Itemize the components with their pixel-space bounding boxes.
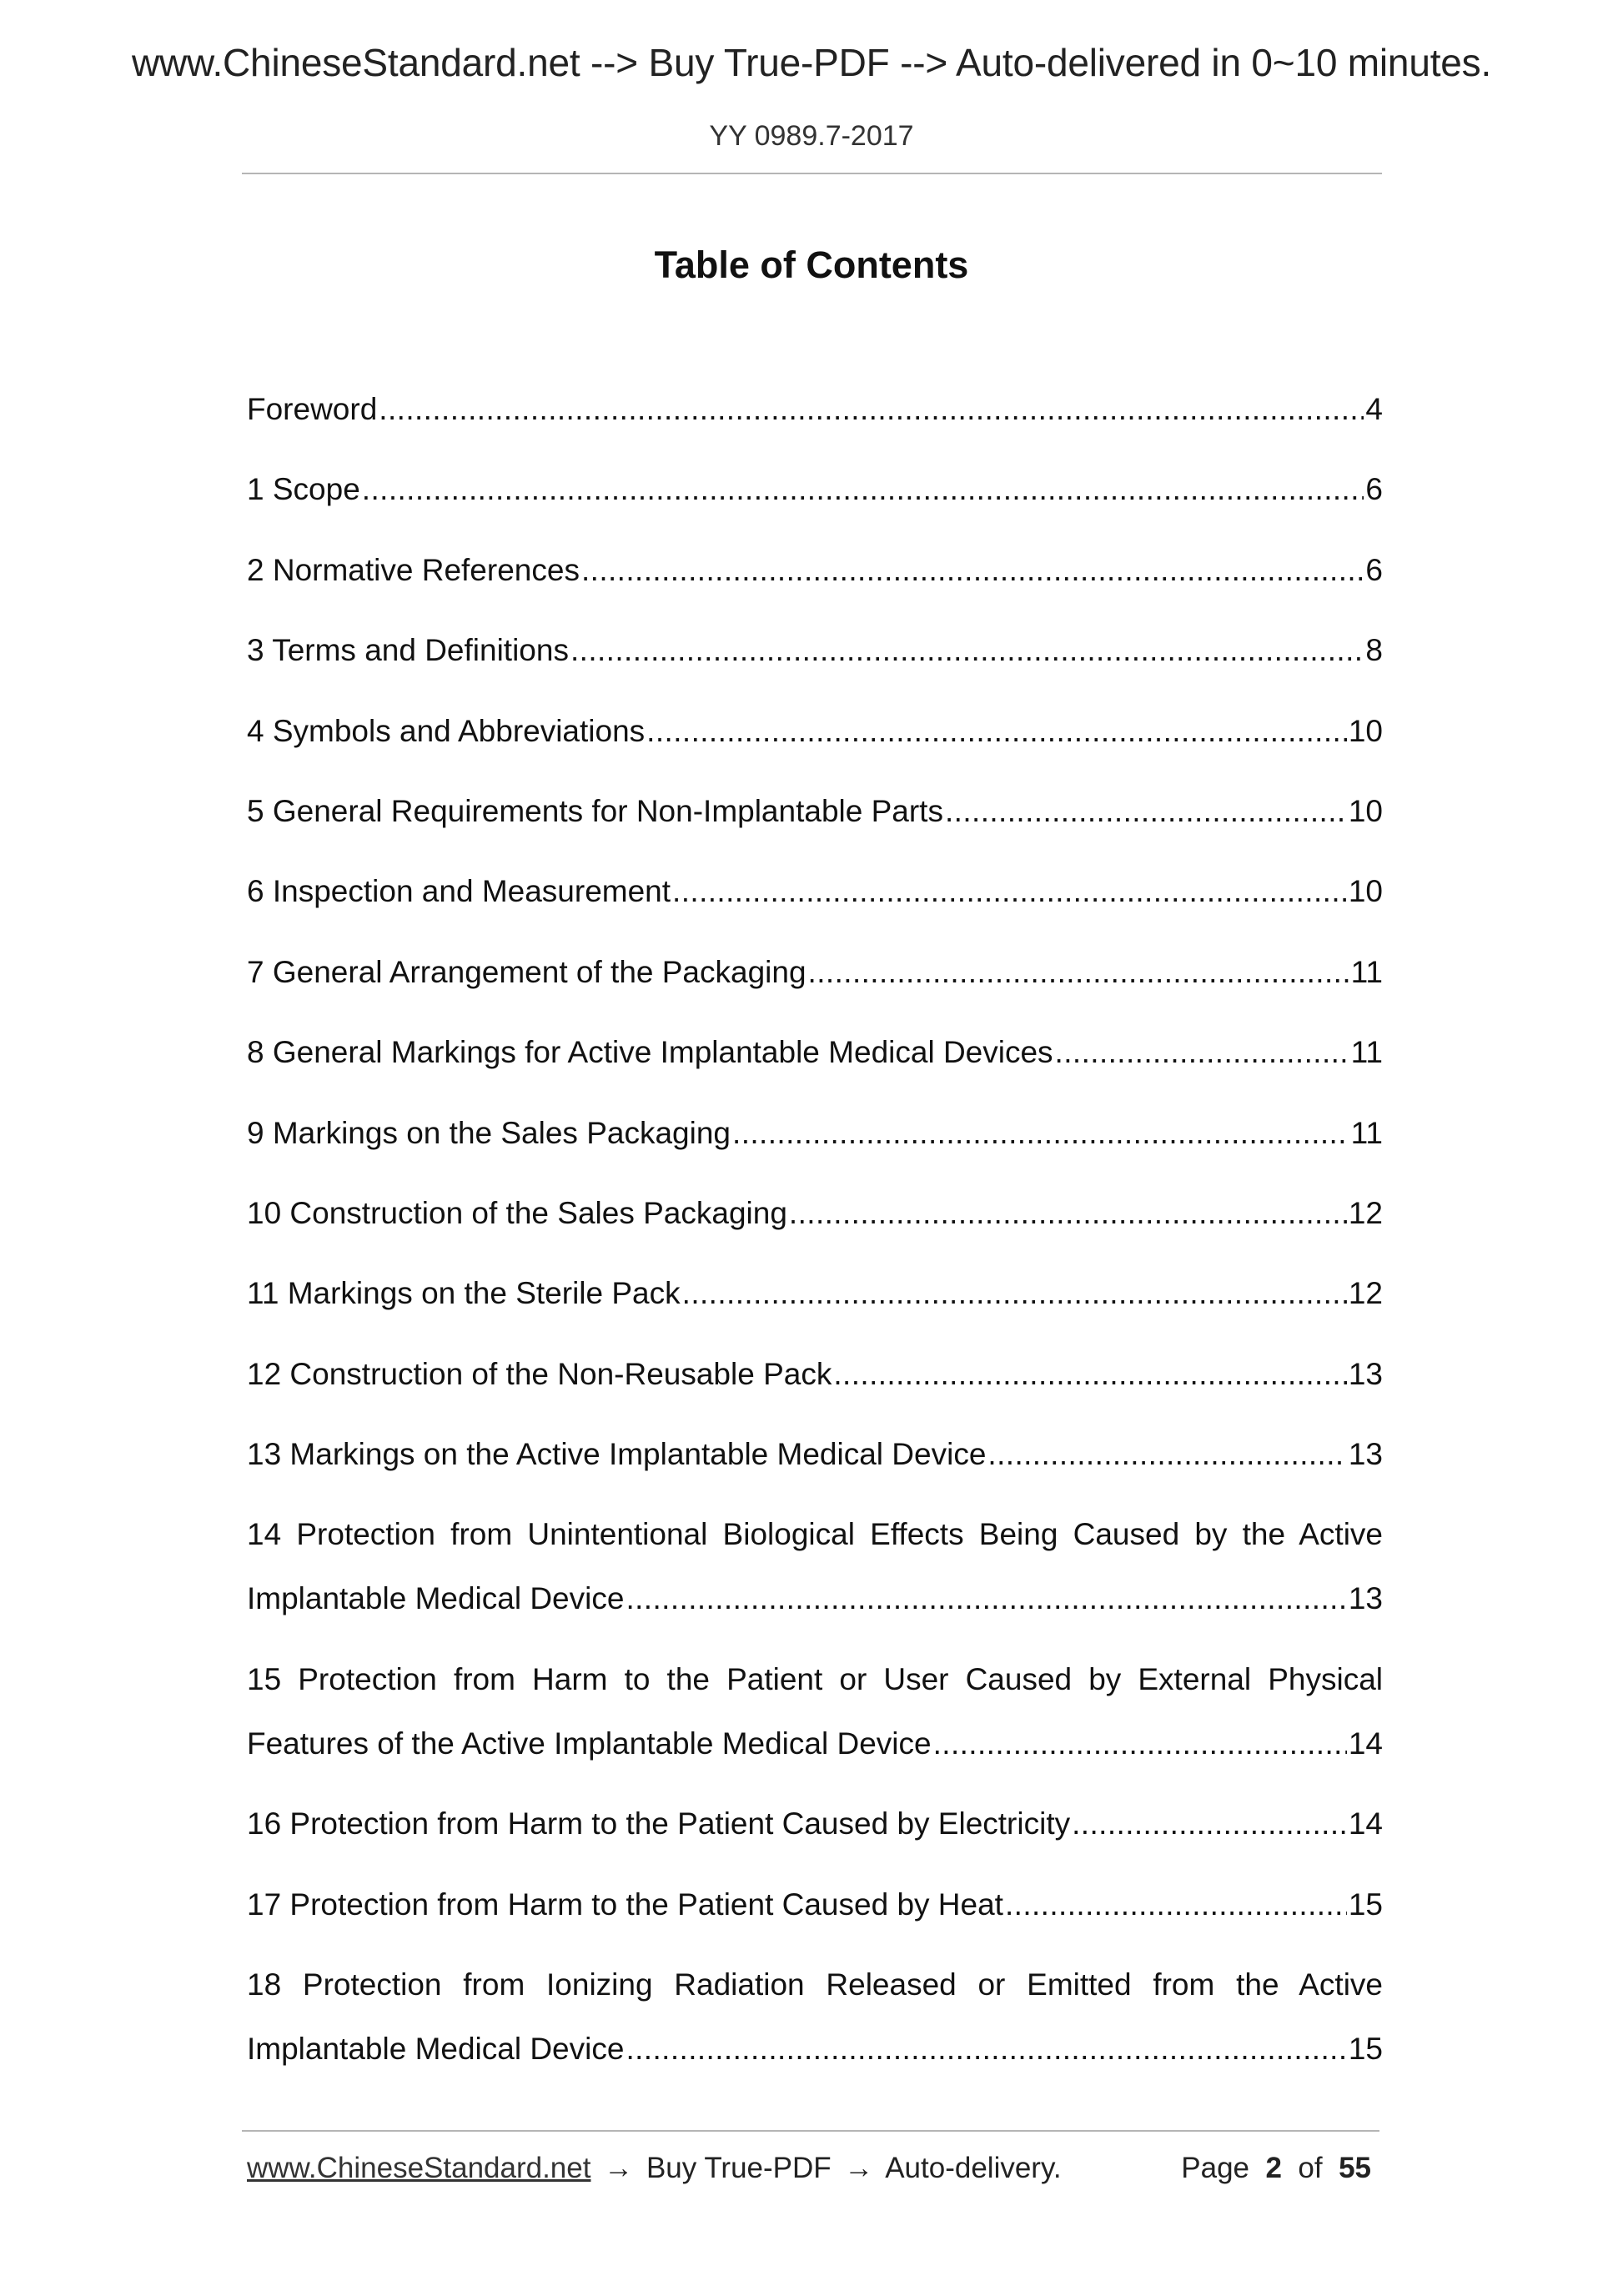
dot-leader <box>789 1181 1347 1245</box>
toc-entry-label: 12 Construction of the Non-Reusable Pack <box>247 1356 832 1391</box>
dot-leader <box>732 1101 1349 1165</box>
toc-entry-page: 15 <box>1348 1887 1383 1922</box>
toc-entry-1[interactable] <box>247 457 1383 521</box>
toc-entry-label-line1: 18 Protection from Ionizing Radiation Released or Emitted from the Active <box>247 1967 1383 2002</box>
toc-entry-label: Features of the Active Implantable Medical Device <box>247 1726 932 1761</box>
dot-leader <box>646 699 1347 763</box>
total-pages: 55 <box>1339 2152 1371 2184</box>
toc-entry-label: 10 Construction of the Sales Packaging <box>247 1195 787 1230</box>
dot-leader <box>672 859 1347 923</box>
toc-entry-page: 14 <box>1348 1726 1383 1761</box>
toc-entry-label: 17 Protection from Harm to the Patient Caused by Heat <box>247 1887 1003 1922</box>
arrow-right-icon: → <box>844 2152 874 2184</box>
toc-entry-page: 12 <box>1348 1195 1383 1230</box>
toc-entry-label-line1: 14 Protection from Unintentional Biological Effects Being Caused by the Active <box>247 1517 1383 1552</box>
toc-entry-page: 10 <box>1348 874 1383 909</box>
toc-entry-page: 10 <box>1348 713 1383 748</box>
toc-entry-2[interactable] <box>247 538 1383 602</box>
toc-entry-12[interactable] <box>247 1342 1383 1406</box>
toc-entry-10[interactable] <box>247 1181 1383 1245</box>
toc-entry-4[interactable] <box>247 699 1383 763</box>
toc-entry-7[interactable] <box>247 940 1383 1004</box>
document-id: YY 0989.7-2017 <box>709 120 914 152</box>
footer-buy-text: Buy True-PDF <box>646 2152 832 2184</box>
toc-entry-label: 3 Terms and Definitions <box>247 633 569 668</box>
dot-leader <box>682 1261 1347 1325</box>
dot-leader <box>379 377 1364 441</box>
footer-divider <box>242 2130 1379 2132</box>
current-page-number: 2 <box>1265 2152 1282 2184</box>
page-word: Page <box>1181 2152 1250 2184</box>
toc-entry-page: 13 <box>1348 1356 1383 1391</box>
toc-entry-label-line1: 15 Protection from Harm to the Patient or User Caused by External Physical <box>247 1661 1383 1696</box>
dot-leader <box>808 940 1349 1004</box>
toc-entry-label: Implantable Medical Device <box>247 1581 625 1616</box>
toc-entry-page: 11 <box>1350 954 1383 989</box>
toc-entry-label: 6 Inspection and Measurement <box>247 874 671 909</box>
dot-leader <box>626 1566 1346 1630</box>
dot-leader <box>1072 1791 1347 1856</box>
toc-entry-page: 14 <box>1348 1806 1383 1841</box>
toc-entry-foreword[interactable] <box>247 377 1383 441</box>
toc-entry-page: 10 <box>1348 793 1383 828</box>
table-of-contents <box>247 377 1383 2097</box>
toc-entry-18[interactable] <box>247 1952 1383 2081</box>
dot-leader <box>987 1422 1346 1486</box>
toc-entry-label: Foreword <box>247 392 378 426</box>
toc-entry-label: 7 General Arrangement of the Packaging <box>247 954 806 989</box>
dot-leader <box>362 457 1364 521</box>
toc-entry-label: 5 General Requirements for Non-Implantable Parts <box>247 793 943 828</box>
toc-entry-label: 13 Markings on the Active Implantable Medical Device <box>247 1437 987 1472</box>
of-word: of <box>1298 2152 1323 2184</box>
footer-site-link[interactable]: www.ChineseStandard.net <box>247 2152 591 2184</box>
toc-entry-8[interactable] <box>247 1020 1383 1084</box>
header-divider <box>242 173 1382 174</box>
toc-entry-label: 11 Markings on the Sterile Pack <box>247 1276 681 1311</box>
page-footer <box>247 2152 1381 2185</box>
toc-entry-label: 4 Symbols and Abbreviations <box>247 713 646 748</box>
dot-leader <box>1005 1872 1347 1937</box>
toc-entry-label: Implantable Medical Device <box>247 2032 625 2067</box>
dot-leader <box>933 1711 1347 1776</box>
page-indicator <box>1181 2152 1371 2185</box>
toc-entry-label: 8 General Markings for Active Implantable Medical Devices <box>247 1035 1053 1070</box>
toc-entry-page: 4 <box>1365 392 1383 426</box>
page-title: Table of Contents <box>654 244 969 286</box>
toc-entry-label: 9 Markings on the Sales Packaging <box>247 1115 731 1150</box>
dot-leader <box>945 779 1347 843</box>
toc-entry-page: 11 <box>1350 1115 1383 1150</box>
toc-entry-3[interactable] <box>247 618 1383 682</box>
toc-entry-page: 13 <box>1348 1581 1383 1616</box>
toc-entry-11[interactable] <box>247 1261 1383 1325</box>
toc-entry-page: 13 <box>1348 1437 1383 1472</box>
toc-entry-15[interactable] <box>247 1647 1383 1776</box>
toc-entry-9[interactable] <box>247 1101 1383 1165</box>
arrow-right-icon: → <box>604 2152 634 2184</box>
toc-entry-5[interactable] <box>247 779 1383 843</box>
toc-entry-label: 16 Protection from Harm to the Patient Caused by Electricity <box>247 1806 1071 1841</box>
toc-entry-page: 6 <box>1365 472 1383 507</box>
toc-entry-17[interactable] <box>247 1872 1383 1937</box>
toc-entry-13[interactable] <box>247 1422 1383 1486</box>
toc-entry-14[interactable] <box>247 1502 1383 1630</box>
toc-entry-page: 8 <box>1365 633 1383 668</box>
toc-entry-label: 1 Scope <box>247 472 360 507</box>
toc-entry-page: 11 <box>1350 1035 1383 1070</box>
header-banner[interactable]: www.ChineseStandard.net --> Buy True-PDF --> Auto-delivered in 0~10 minutes. <box>131 41 1492 84</box>
dot-leader <box>626 2017 1346 2081</box>
toc-entry-page: 12 <box>1348 1276 1383 1311</box>
toc-entry-page: 15 <box>1348 2032 1383 2067</box>
toc-entry-label: 2 Normative References <box>247 552 580 587</box>
toc-entry-6[interactable] <box>247 859 1383 923</box>
dot-leader <box>570 618 1364 682</box>
dot-leader <box>1055 1020 1349 1084</box>
dot-leader <box>833 1342 1347 1406</box>
toc-entry-page: 6 <box>1365 552 1383 587</box>
dot-leader <box>581 538 1364 602</box>
footer-delivery-text: Auto-delivery. <box>885 2152 1062 2184</box>
toc-entry-16[interactable] <box>247 1791 1383 1856</box>
